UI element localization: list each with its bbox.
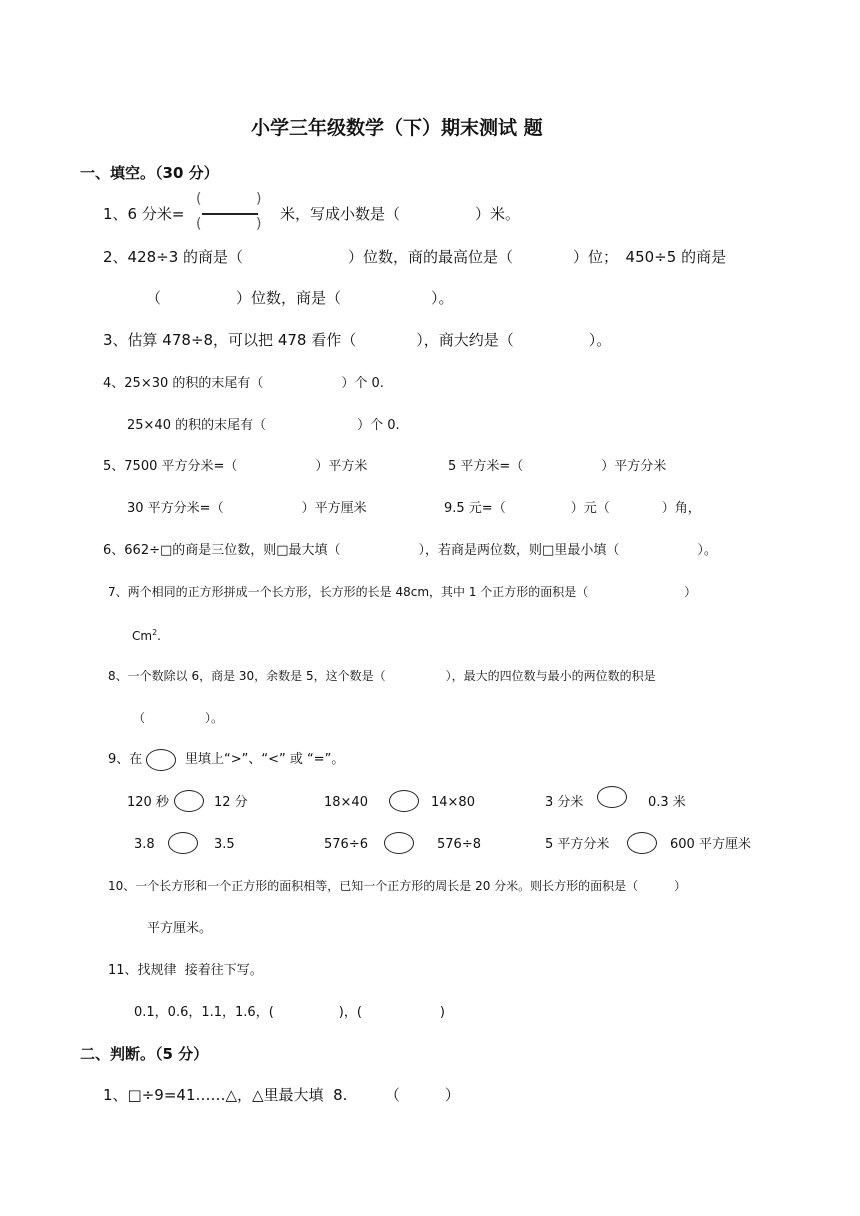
compare-circle-3[interactable]: [597, 786, 627, 808]
q8-line1: 8、一个数除以 6，商是 30，余数是 5，这个数是（ ），最大的四位数与最小的两位数的积是: [108, 669, 656, 683]
q7-tail: .: [157, 629, 161, 643]
fraction-blank: [196, 192, 264, 234]
q5-a: 5、7500 平方分米=（ ）平方米: [103, 459, 368, 474]
q11-line2: 0.1，0.6，1.1，1.6，( )，( ): [134, 1005, 445, 1020]
compare-circle-2[interactable]: [389, 790, 419, 812]
s2-q1: 1、□÷9=41……△，△里最大填 8. （ ）: [103, 1086, 460, 1104]
q9-r1-a-right: 12 分: [214, 795, 248, 810]
page-title: 小学三年级数学（下）期末测试 题: [251, 117, 543, 139]
compare-circle-example: [146, 749, 176, 771]
q4-line1: 4、25×30 的积的末尾有（ ）个 0.: [103, 376, 384, 391]
q4-line2: 25×40 的积的末尾有（ ）个 0.: [127, 418, 400, 433]
q10-line1: 10、一个长方形和一个正方形的面积相等，已知一个正方形的周长是 20 分米。则长方形的面积是（ ）: [108, 879, 687, 893]
q9-r2-c-right: 600 平方厘米: [670, 837, 751, 852]
q6: 6、662÷□的商是三位数，则□最大填（ ），若商是两位数，则□里最小填（ ）。: [103, 543, 717, 558]
q9-r2-a-left: 3.8: [134, 837, 155, 852]
section-1-heading: 一、填空。（30 分）: [80, 164, 219, 182]
q3: 3、估算 478÷8，可以把 478 看作（ ），商大约是（ ）。: [103, 331, 612, 349]
q7-sup: 2: [152, 628, 158, 637]
q11-line1: 11、找规律 接着往下写。: [108, 963, 263, 978]
q9-r1-c-right: 0.3 米: [648, 795, 686, 810]
frac-close-top: ): [256, 191, 262, 207]
section-2-heading: 二、判断。（5 分）: [80, 1045, 209, 1063]
q7-unit: Cm: [132, 629, 153, 643]
q7-line2: [132, 629, 161, 642]
q5-c: 30 平方分米=（ ）平方厘米: [127, 501, 367, 516]
compare-circle-6[interactable]: [627, 832, 657, 854]
q9-r2-b-left: 576÷6: [324, 837, 368, 852]
q9-r1-a-left: 120 秒: [127, 795, 169, 810]
q7-line1: 7、两个相同的正方形拼成一个长方形，长方形的长是 48cm，其中 1 个正方形的面积是（ ）: [108, 585, 697, 599]
frac-open-top: (: [196, 191, 202, 207]
q1-rest: 米，写成小数是（ ）米。: [280, 205, 521, 223]
q8-line2: （ ）。: [133, 711, 224, 725]
q9-intro-b: 里填上“>”、“<” 或 “=”。: [185, 752, 345, 767]
compare-circle-5[interactable]: [384, 832, 414, 854]
q9-r2-a-right: 3.5: [214, 837, 235, 852]
frac-close-bottom: ): [256, 216, 262, 232]
q9-r2-c-left: 5 平方分米: [545, 837, 610, 852]
q9-r1-b-right: 14×80: [431, 795, 475, 810]
q5-d: 9.5 元=（ ）元（ ）角，: [444, 501, 701, 516]
compare-circle-4[interactable]: [168, 832, 198, 854]
q2-line2: （ ）位数，商是（ ）。: [146, 289, 454, 307]
q2-line1: 2、428÷3 的商是（ ）位数，商的最高位是（ ）位； 450÷5 的商是: [103, 248, 727, 266]
q9-r2-b-right: 576÷8: [437, 837, 481, 852]
frac-open-bottom: (: [196, 216, 202, 232]
q9-r1-b-left: 18×40: [324, 795, 368, 810]
q1-prefix: 1、6 分米=: [103, 205, 185, 223]
q5-b: 5 平方米=（ ）平方分米: [448, 459, 667, 474]
compare-circle-1[interactable]: [174, 790, 204, 812]
q10-line2: 平方厘米。: [147, 921, 213, 936]
q9-r1-c-left: 3 分米: [545, 795, 584, 810]
q9-intro-a: 9、在: [108, 752, 143, 767]
fraction-bar: [202, 213, 258, 215]
